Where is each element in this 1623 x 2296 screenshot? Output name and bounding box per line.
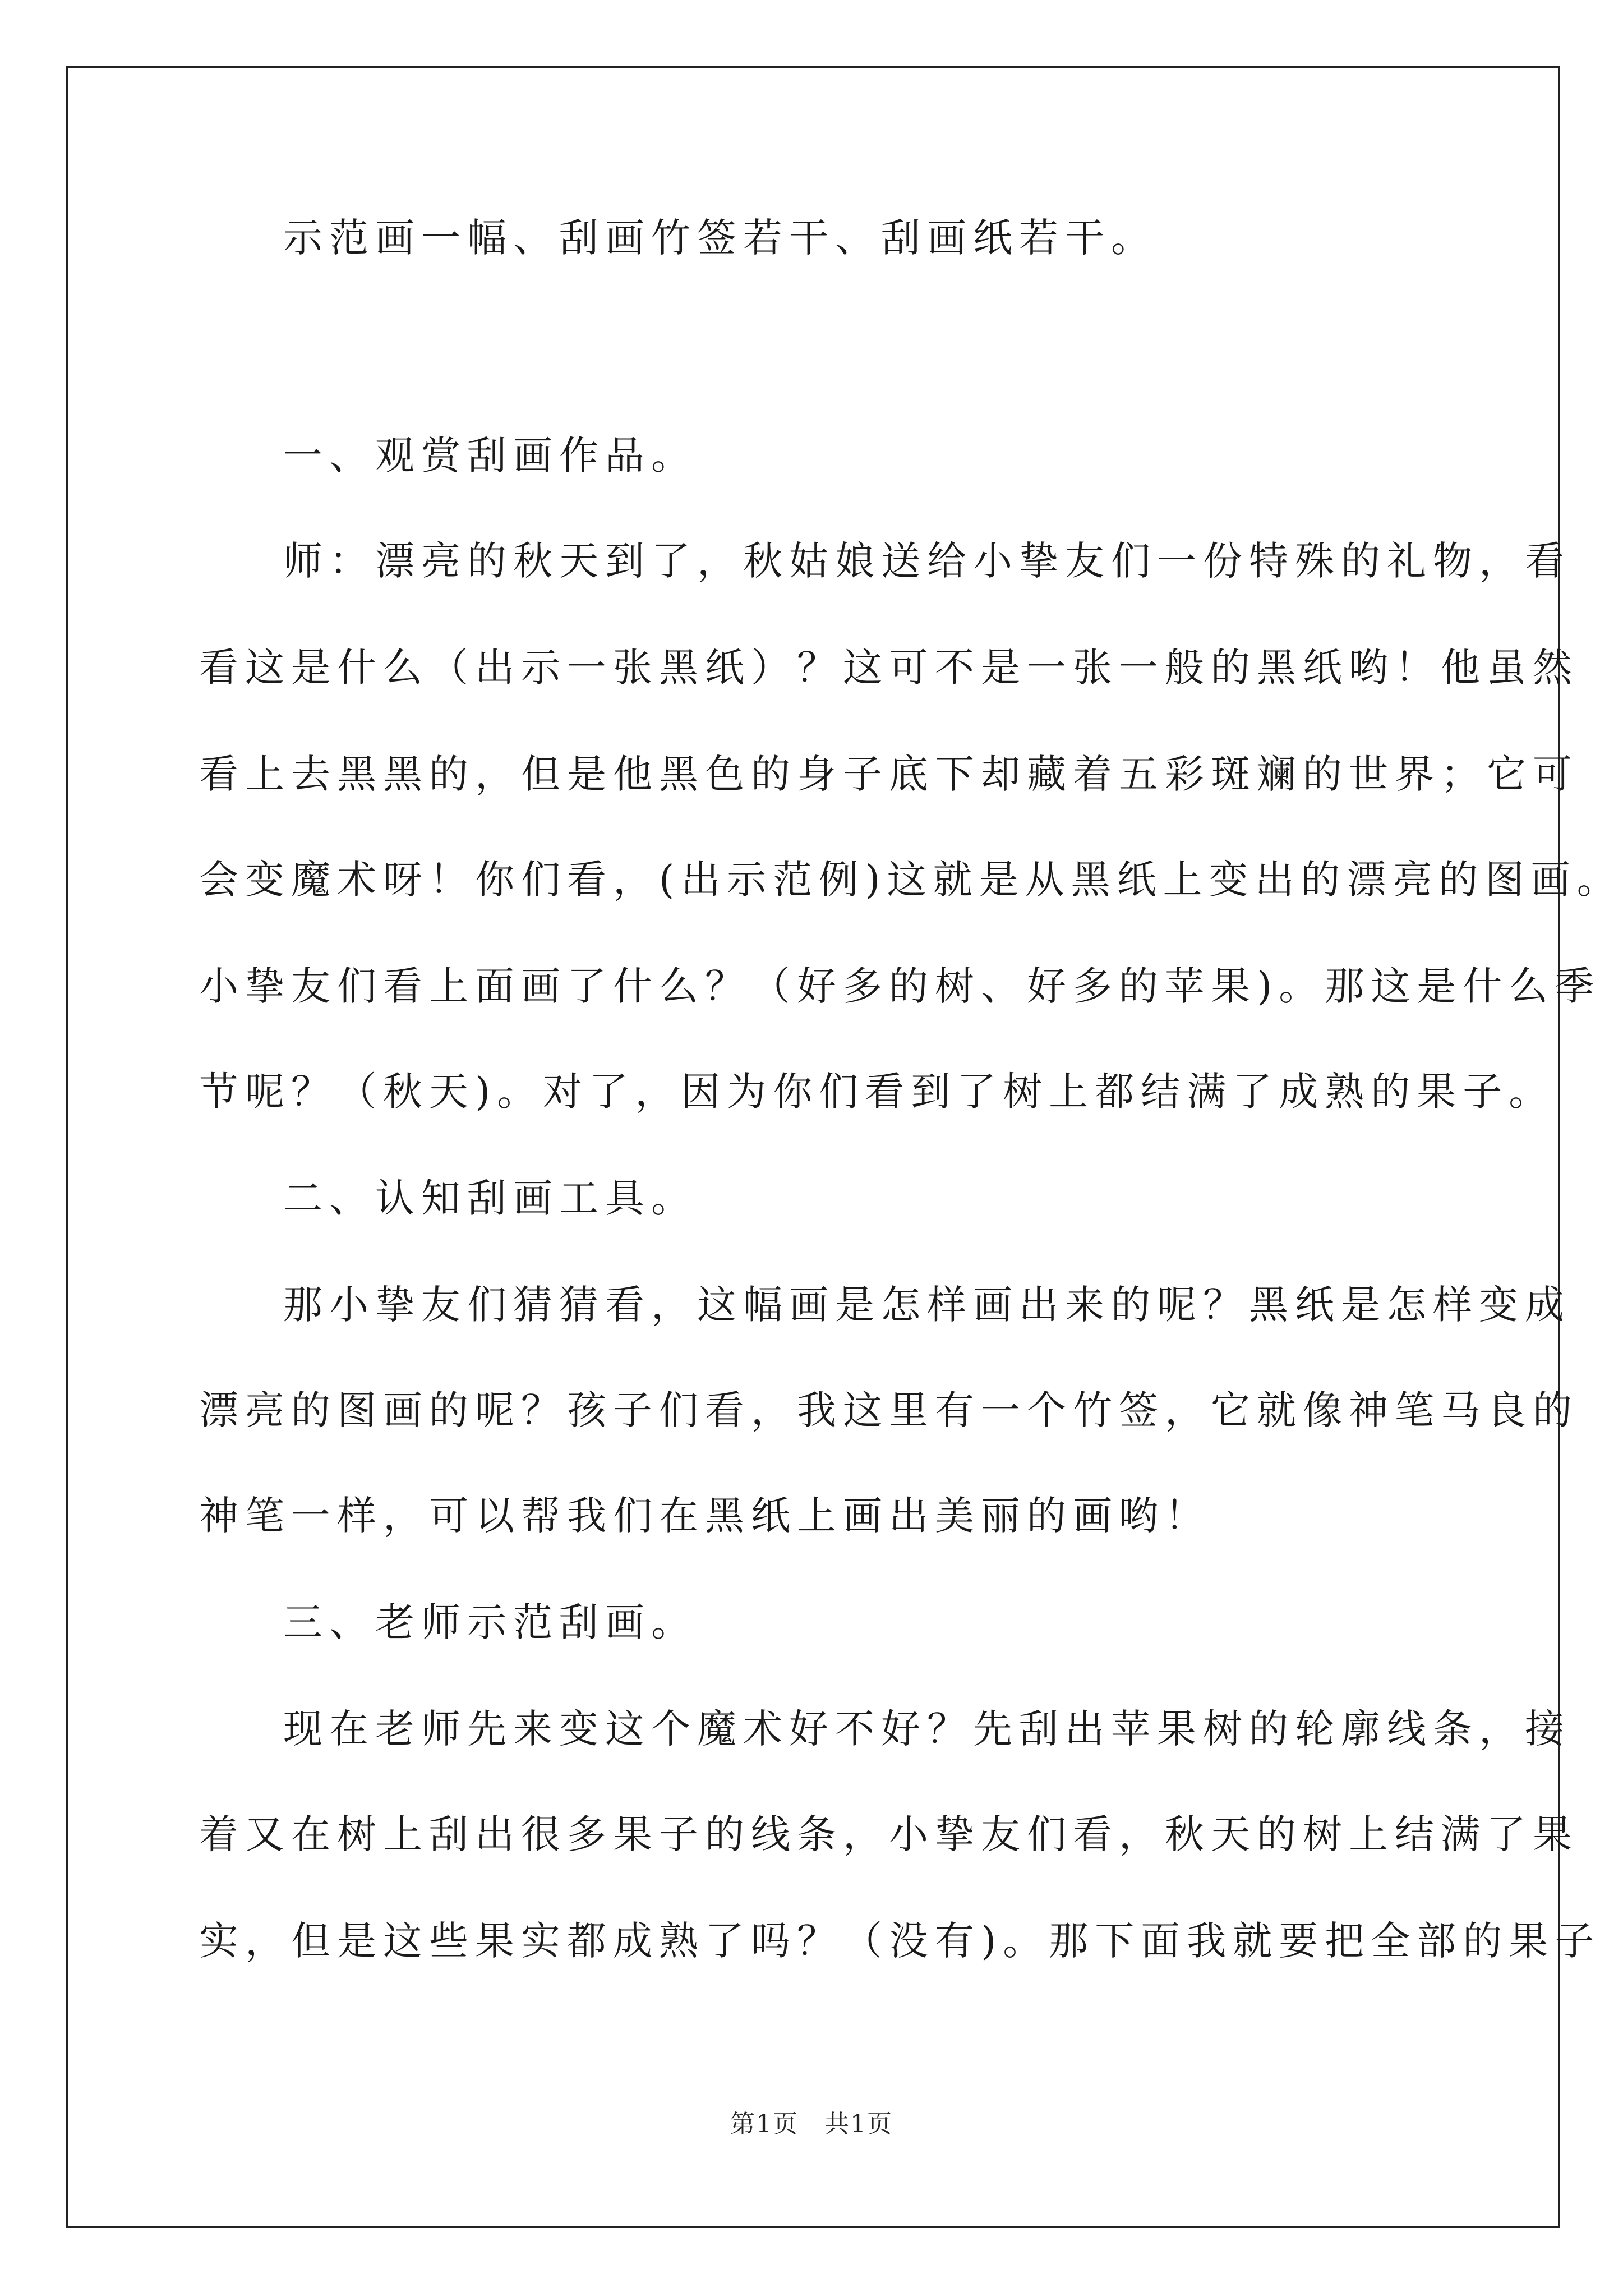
section-heading-1: 一、观赏刮画作品。 <box>283 432 697 478</box>
page-footer: 第1页 共1页 <box>730 2110 893 2138</box>
paragraph-line: 现在老师先来变这个魔术好不好？先刮出苹果树的轮廓线条，接 <box>283 1706 1571 1752</box>
paragraph-line: 看这是什么（出示一张黑纸）？这可不是一张一般的黑纸哟！他虽然 <box>199 645 1579 691</box>
paragraph-line: 着又在树上刮出很多果子的线条，小挚友们看，秋天的树上结满了果 <box>199 1811 1579 1857</box>
text-line-materials: 示范画一幅、刮画竹签若干、刮画纸若干。 <box>283 215 1157 261</box>
section-heading-3: 三、老师示范刮画。 <box>283 1599 697 1645</box>
paragraph-line: 实，但是这些果实都成熟了吗？（没有)。那下面我就要把全部的果子 <box>199 1918 1601 1964</box>
paragraph-line: 小挚友们看上面画了什么？（好多的树、好多的苹果)。那这是什么季 <box>199 963 1601 1009</box>
page-border <box>66 66 1560 2228</box>
paragraph-line: 那小挚友们猜猜看，这幅画是怎样画出来的呢？黑纸是怎样变成 <box>283 1282 1571 1328</box>
paragraph-line: 会变魔术呀！你们看，(出示范例)这就是从黑纸上变出的漂亮的图画。 <box>199 857 1623 903</box>
paragraph-line: 神笔一样，可以帮我们在黑纸上画出美丽的画哟！ <box>199 1493 1211 1539</box>
section-heading-2: 二、认知刮画工具。 <box>283 1175 697 1221</box>
paragraph-line: 漂亮的图画的呢？孩子们看，我这里有一个竹签，它就像神笔马良的 <box>199 1387 1579 1433</box>
paragraph-line: 节呢？（秋天)。对了，因为你们看到了树上都结满了成熟的果子。 <box>199 1069 1555 1115</box>
paragraph-line: 看上去黑黑的，但是他黑色的身子底下却藏着五彩斑斓的世界；它可 <box>199 751 1579 797</box>
paragraph-line: 师：漂亮的秋天到了，秋姑娘送给小挚友们一份特殊的礼物，看 <box>283 538 1571 584</box>
